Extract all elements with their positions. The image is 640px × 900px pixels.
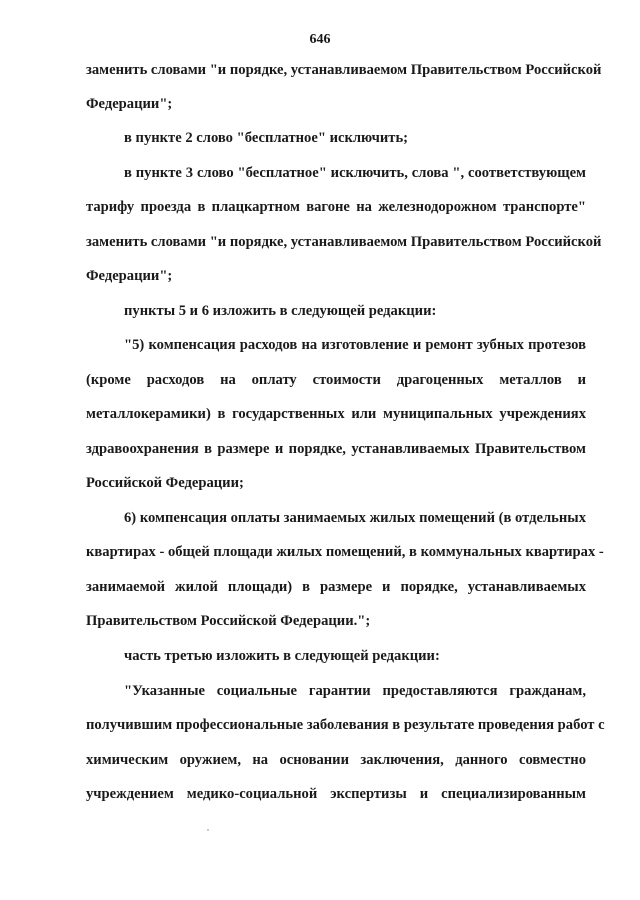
text-line: Правительством Российской Федерации."; [86,613,371,629]
text-line: в пункте 2 слово "бесплатное" исключить; [124,130,409,146]
text-line: здравоохранения в размере и порядке, устанавливаемых Правительством [86,441,586,457]
text-line: тарифу проезда в плацкартном вагоне на железнодорожном транспорте" [86,199,586,215]
text-line: учреждением медико-социальной экспертизы и специализированным [86,786,586,802]
text-line: получившим профессиональные заболевания в результате проведения работ с [86,717,605,733]
text-line: (кроме расходов на оплату стоимости драгоценных металлов и [86,372,586,388]
text-line: "5) компенсация расходов на изготовление и ремонт зубных протезов [124,337,586,353]
text-line: квартирах - общей площади жилых помещений, в коммунальных квартирах - [86,544,604,560]
text-line: в пункте 3 слово "бесплатное" исключить, слова ", соответствующем [124,165,586,181]
text-line: химическим оружием, на основании заключения, данного совместно [86,752,586,768]
text-line: Федерации"; [86,96,173,112]
text-line: металлокерамики) в государственных или муниципальных учреждениях [86,406,586,422]
text-line: 6) компенсация оплаты занимаемых жилых помещений (в отдельных [124,510,586,526]
text-line: заменить словами "и порядке, устанавливаемом Правительством Российской [86,62,602,78]
text-line: часть третью изложить в следующей редакции: [124,648,440,664]
text-line: Российской Федерации; [86,475,244,491]
scan-speck [207,829,209,831]
text-line: "Указанные социальные гарантии предоставляются гражданам, [124,683,586,699]
text-line: Федерации"; [86,268,173,284]
text-line: занимаемой жилой площади) в размере и порядке, устанавливаемых [86,579,586,595]
page-number: 646 [309,32,331,47]
text-line: заменить словами "и порядке, устанавливаемом Правительством Российской [86,234,602,250]
text-line: пункты 5 и 6 изложить в следующей редакции: [124,303,437,319]
